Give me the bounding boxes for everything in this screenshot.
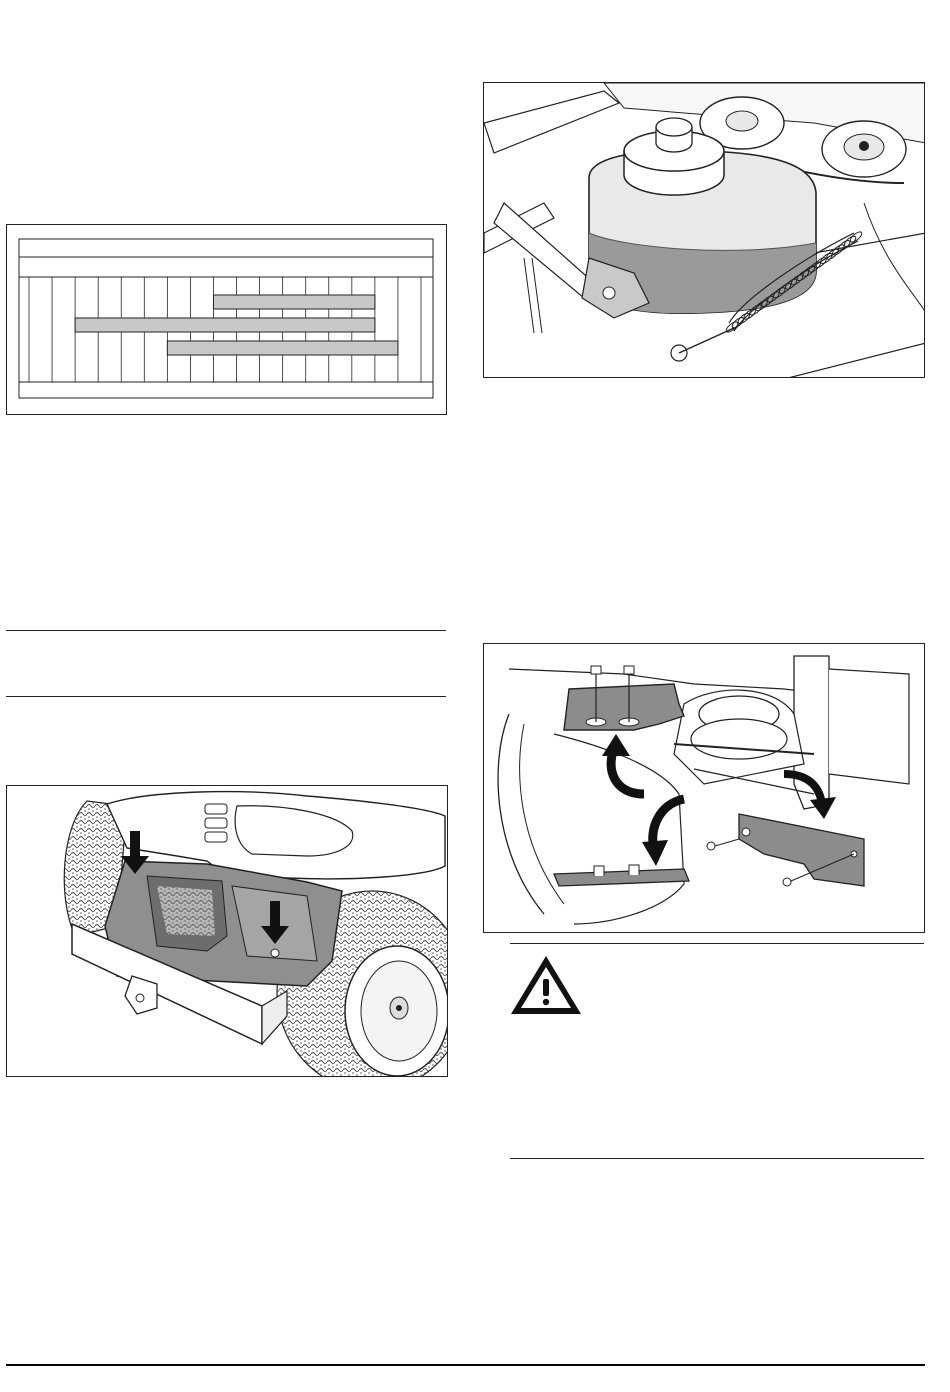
oil-tank-illustration <box>483 82 925 378</box>
warning-divider-bottom <box>510 1158 924 1159</box>
gantt-bar <box>167 341 398 355</box>
gantt-chart <box>7 225 447 415</box>
warning-divider-top <box>510 943 924 944</box>
section-divider-bottom <box>6 696 446 697</box>
engine-oil-tank-drawing <box>484 83 925 378</box>
page-footer-rule <box>6 1364 925 1366</box>
mower-rear-cover-drawing <box>7 786 448 1077</box>
warning-triangle-icon <box>508 952 584 1018</box>
gantt-bar <box>75 318 375 332</box>
chart-frame <box>6 224 447 415</box>
rear-cover-illustration <box>6 785 448 1077</box>
section-divider-top <box>6 630 446 631</box>
deck-guard-illustration <box>483 643 925 933</box>
gantt-bar <box>213 295 374 309</box>
deck-guard-drawing <box>484 644 925 933</box>
